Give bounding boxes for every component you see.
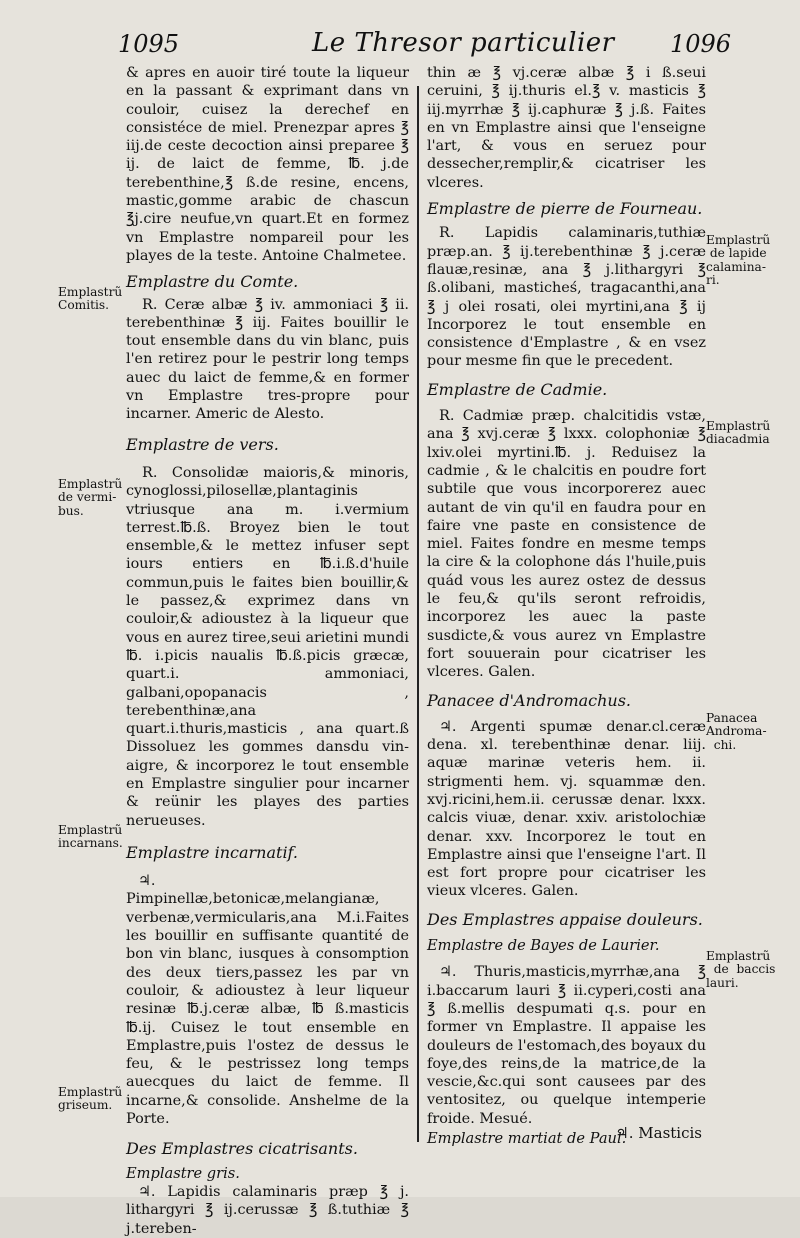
section-title-appaise: Des Emplastres appaise douleurs. [427, 909, 703, 929]
section-text-laurier: ♃. Thuris,masticis,myrrhæ,ana ℥ i.baccarum lauri ℥ ii.cyperi,costi ana ℥ ß.mellis despumati q.s. pour en former vn Emplastre. Il appaise les douleurs de l'estomach,des boyaux du foye,des reins,de la matrice,de la vescie,&c.qui sont causees par des ventositez, ou quelque intemperie froide. Mesué. [427, 964, 706, 1127]
catchword: ♃. Masticis [615, 1124, 702, 1142]
margin-note-lapide: Emplastrũ de lapide calamina- ri. [706, 233, 771, 288]
running-title: Le Thresor particulier [312, 28, 615, 58]
margin-note-comitis: Emplastrũ Comitis. [58, 285, 123, 313]
margin-note-panacea: Panacea Androma- chi. [706, 711, 767, 752]
column-divider [417, 86, 419, 1142]
left-column [126, 64, 409, 1238]
section-title-incarnatif: Emplastre incarnatif. [126, 842, 298, 862]
section-title-comte: Emplastre du Comte. [126, 272, 299, 292]
margin-note-baccis: Emplastrũ de baccis lauri. [706, 949, 776, 990]
page-number-right: 1096 [670, 30, 732, 58]
subtitle-gris: Emplastre gris. [126, 1164, 240, 1182]
section-text-cadmie: R. Cadmiæ præp. chalcitidis vstæ, ana ℥ xvj.ceræ ℥ lxxx. colophoniæ ℥ lxiv.olei myrtini.℔. j. Reduisez la cadmie , & le chalcitis en poudre fort subtile que vous incorporerez auec autant de vin qu'il en faudra pour en faire vne paste en consistence de miel. Faites fondre en mesme temps la cire & la colophone dás l'huile,puis quád vous les aurez ostez de dessus le feu,& qu'ils seront refroidis, incorporez les auec la paste susdicte,& vous aurez vn Emplastre fort souuerain pour cicatriser les vlceres. Galen. [427, 408, 706, 681]
section-text-comte: R. Ceræ albæ ℥ iv. ammoniaci ℥ ii. terebenthinæ ℥ iij. Faites bouillir le tout ensemble dans du vin blanc, puis l'en retirez pour le pestrir long temps auec du laict de femme,& en former vn Emplastre tres-propre pour incarner. Americ de Alesto. [126, 296, 409, 423]
subtitle-martiat: Emplastre martiat de Paul. [427, 1130, 627, 1148]
section-title-fourneau: Emplastre de pierre de Fourneau. [427, 199, 703, 219]
margin-note-diacadmia: Emplastrũ diacadmia [706, 419, 771, 447]
section-title-vers: Emplastre de vers. [126, 434, 279, 454]
section-title-panacee: Panacee d'Andromachus. [427, 690, 632, 710]
section-title-cicatrisants: Des Emplastres cicatrisants. [126, 1139, 358, 1159]
section-text-fourneau: R. Lapidis calaminaris,tuthiæ præp.an. ℥ ij.terebenthinæ ℥ j.ceræ flauæ,resinæ, ana ℥ j.lithargyri ℥ ß.olibani, masticheś, tragacanthi,ana ℥ j olei rosati, olei myrtini,ana ℥ ij Incorporez le tout ensemble en consistence d'Emplastre , & en vsez pour mesme fin que le precedent. [427, 225, 706, 370]
margin-note-vermibus: Emplastrũ de vermi- bus. [58, 477, 123, 518]
right-column [427, 64, 706, 1148]
left-intro-text: & apres en auoir tiré toute la liqueur en la passant & exprimant dans vn couloir, cuisez la derechef en consistéce de miel. Prenezpar apres ℥ iij.de ceste decoction ainsi preparee ℥ ij. de laict de femme, ℔. j.de terebenthine,℥ ß.de resine, encens, mastic,gomme arabic de chascun ℥j.cire neufue,vn quart.Et en formez vn Emplastre nompareil pour les playes de la teste. Antoine Chalmetee. [126, 65, 409, 264]
section-text-gris: ♃. Lapidis calaminaris præp ℥ j. lithargyri ℥ ij.cerussæ ℥ ß.tuthiæ ℥ j.tereben- [126, 1183, 409, 1237]
margin-note-incarnans: Emplastrũ incarnans. [58, 823, 123, 851]
section-text-incarnatif: ♃. Pimpinellæ,betonicæ,melangianæ, verbenæ,vermicularis,ana M.i.Faites les bouillir en suffisante quantité de bon vin blanc, iusques à consomption des deux tiers,passez les par vn couloir, & adioustez à leur liqueur resinæ ℔.j.ceræ albæ, ℔ ß.masticis ℔.ij. Cuisez le tout ensemble en Emplastre,puis l'ostez de dessus le feu, & le pestrissez long temps auecques du laict de femme. Il incarne,& consolide. Anshelme de la Porte. [126, 873, 409, 1128]
margin-note-griseum: Emplastrũ griseum. [58, 1085, 123, 1113]
subtitle-laurier: Emplastre de Bayes de Laurier. [427, 937, 660, 955]
section-title-cadmie: Emplastre de Cadmie. [427, 379, 608, 399]
section-text-panacee: ♃. Argenti spumæ denar.cl.ceræ dena. xl. terebenthinæ denar. liij. aquæ marinæ veteris hem. ii. strigmenti hem. vj. squammæ den. xvj.ricini,hem.ii. cerussæ denar. lxxx. calcis viuæ, denar. xxiv. aristolochiæ denar. xxv. Incorporez le tout en Emplastre ainsi que l'enseigne l'art. Il est fort propre pour cicatriser les vieux vlceres. Galen. [427, 718, 706, 900]
right-intro-text: thin æ ℥ vj.ceræ albæ ℥ i ß.seui ceruini, ℥ ij.thuris el.℥ v. masticis ℥ iij.myrrhæ ℥ ij.caphuræ ℥ j.ß. Faites en vn Emplastre ainsi que l'enseigne l'art, & vous en seruez pour dessecher,remplir,& cicatriser les vlceres. [427, 65, 706, 191]
section-text-vers: R. Consolidæ maioris,& minoris, cynoglossi,pilosellæ,plantaginis vtriusque ana m. i.vermium terrest.℔.ß. Broyez bien le tout ensemble,& le mettez infuser sept iours entiers en ℔.i.ß.d'huile commun,puis le faites bien bouillir,& le passez,& exprimez dans vn couloir,& adioustez à la liqueur que vous en aurez tiree,seui arietini mundi ℔. i.picis naualis ℔.ß.picis græcæ, quart.i. ammoniaci, galbani,opopanacis , terebenthinæ,ana quart.i.thuris,masticis , ana quart.ß Dissoluez les gommes dansdu vin-aigre, & incorporez le tout ensemble en Emplastre singulier pour incarner & reünir les playes des parties nerueuses. [126, 464, 409, 829]
page-number-left: 1095 [118, 30, 180, 58]
